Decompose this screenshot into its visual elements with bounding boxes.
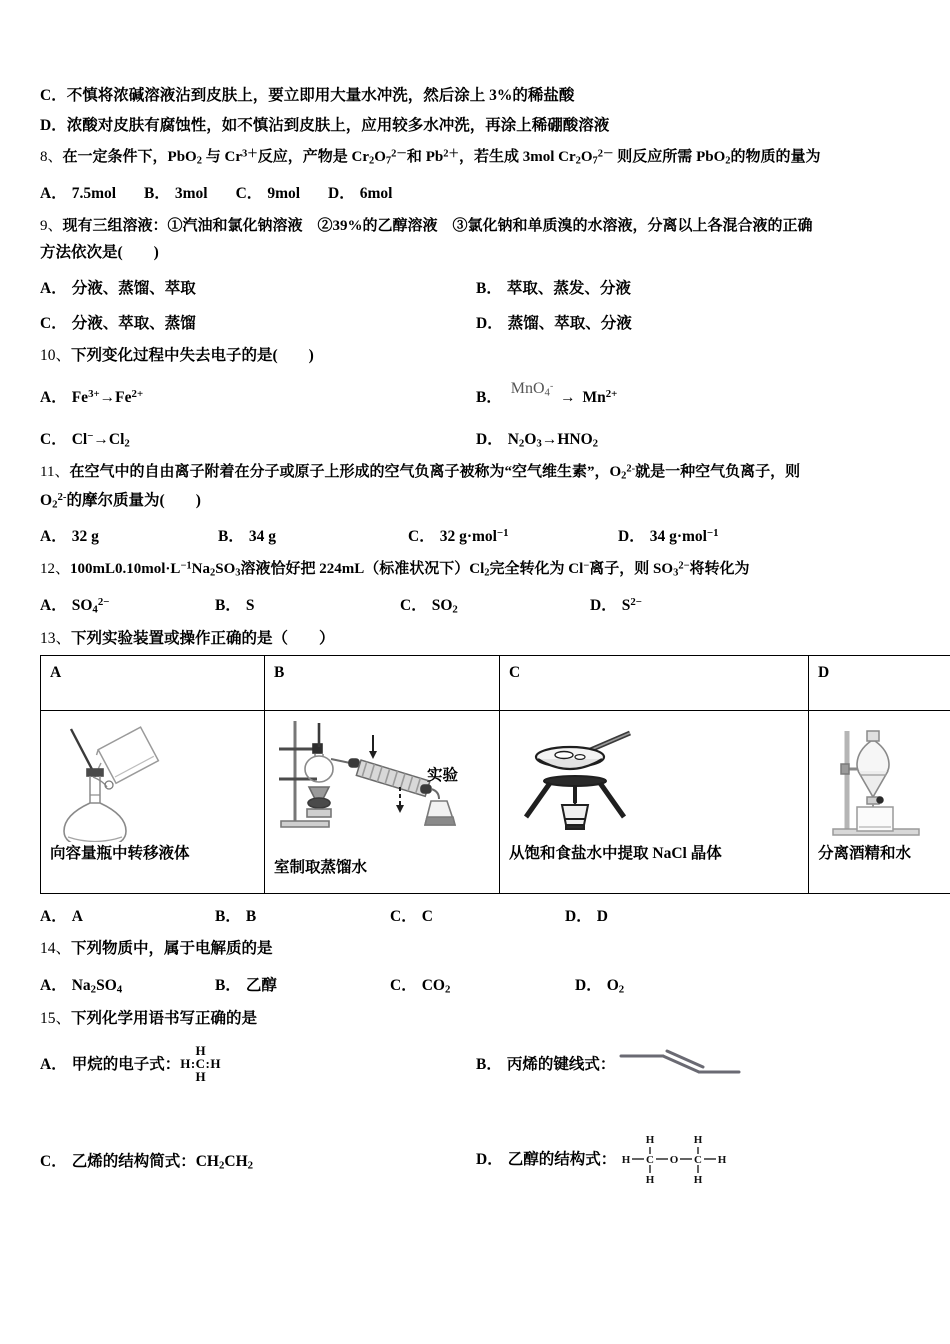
q14-value-d: $O_2$	[606, 977, 625, 996]
evaporating-dish-tripod-icon	[514, 721, 654, 846]
q11-options	[40, 524, 912, 546]
q11-stem-line2	[40, 490, 912, 512]
q8-dichromate-1: $Cr_2O_7^{2-}$	[351, 148, 407, 167]
q8-stem-p7: 的物质的量为	[730, 149, 821, 165]
q14-option-b[interactable]: B． 乙醇	[215, 977, 277, 995]
q10-option-b[interactable]: B． $MnO_4^- \to Mn^{2+}$	[476, 379, 618, 406]
q11-option-b[interactable]: B． 34 g	[218, 527, 276, 545]
q7-option-c-label: C．	[40, 87, 67, 104]
struct-h-bottom-left: H	[645, 1173, 655, 1185]
q8-option-c[interactable]: C． 9mol	[235, 185, 301, 203]
struct-c-right: C	[694, 1153, 703, 1166]
struct-h-left: H	[621, 1153, 631, 1166]
q8-pbo2: PbO$_2$	[167, 149, 202, 167]
struct-c-left: C	[646, 1153, 655, 1166]
q14-stem	[40, 939, 912, 960]
q10-option-a[interactable]: A． $Fe^{3+}\to Fe^{2+}$	[40, 387, 144, 406]
q15-stem-text: 下列化学用语书写正确的是	[71, 1009, 258, 1027]
struct-h-bottom-right: H	[693, 1173, 703, 1185]
q8-options	[40, 181, 912, 203]
q9-stem-line1	[40, 216, 912, 236]
q10-options-row2	[40, 427, 912, 449]
q8-stem	[40, 147, 912, 168]
q9-number: 9、	[40, 218, 63, 235]
q7-option-c	[40, 88, 912, 104]
q10-number: 10、	[40, 346, 72, 364]
q8-stem-p6: 则反应所需	[617, 149, 693, 165]
q11-value-c: 32 g·mol$^{-1}$	[439, 526, 509, 545]
q11-stem-tail1: 就是一种空气负离子，则	[635, 464, 801, 481]
q11-option-c[interactable]: C． 32 g·mol$^{-1}$	[408, 526, 509, 545]
q9-option-a[interactable]: A． 分液、蒸馏、萃取	[40, 279, 196, 297]
q7-option-d	[40, 118, 912, 134]
q15-option-c[interactable]: C． 乙烯的结构简式：$CH_2CH_2$	[40, 1152, 254, 1172]
lewis-middle: H:C:H	[180, 1055, 221, 1071]
q14-value-a: $Na_2SO_4$	[71, 977, 123, 996]
q12-stem	[40, 559, 912, 580]
q10-option-c[interactable]: C． $Cl^-\to Cl_2$	[40, 430, 130, 450]
permanganate-ion: MnO$_4$-	[510, 379, 554, 398]
q9-option-b[interactable]: B． 萃取、蒸发、分液	[476, 279, 631, 297]
q14-value-c: $CO_2$	[421, 977, 451, 996]
q15-option-b[interactable]: B． 丙烯的键线式：	[476, 1046, 912, 1085]
q8-pbo2-2: PbO$_2$	[696, 149, 731, 167]
struct-h-top-right: H	[693, 1133, 703, 1146]
struct-h-top-left: H	[645, 1133, 655, 1146]
lewis-top-h: H	[195, 1042, 206, 1058]
struct-h-right: H	[717, 1153, 727, 1166]
q11-number: 11、	[40, 464, 70, 481]
q12-option-a[interactable]: A． $SO_4^{2-}$	[40, 596, 110, 616]
q15-text-c: 乙烯的结构简式：$CH_2CH_2$	[71, 1152, 254, 1172]
experiment-table	[40, 655, 950, 894]
table-header-a: A	[41, 656, 265, 711]
q13-option-c[interactable]: C． C	[390, 908, 433, 926]
q8-number: 8、	[40, 149, 63, 165]
q12-number: 12、	[40, 560, 71, 577]
q8-stem-p5: ，若生成 3mol	[458, 149, 555, 165]
q14-number: 14、	[40, 940, 72, 958]
q8-option-a[interactable]: A． 7.5mol	[40, 185, 117, 203]
q9-stem-line2: 方法依次是( )	[40, 243, 159, 261]
q8-stem-p1: 在一定条件下，	[62, 149, 168, 165]
q12-stem-text: $100mL0.10mol\cdot L^{-1}Na_2SO_3$溶液恰好把 224mL（标准状况下）$Cl_2$完全转化为 Cl−离子，则 $SO_3^{2-}$将转化为	[70, 559, 750, 578]
q11-superoxide-ion-2: $O_2^{2-}$	[40, 490, 67, 511]
methane-lewis-structure-icon	[180, 1044, 221, 1083]
q11-stem-wrap	[40, 462, 912, 511]
q13-options	[40, 904, 912, 926]
q8-option-b[interactable]: B． 3mol	[144, 185, 208, 203]
q8-option-d[interactable]: D． 6mol	[328, 185, 393, 203]
q8-cr-ion: $Cr^{3+}$	[224, 148, 258, 165]
q7-option-d-text: 浓酸对皮肤有腐蚀性，如不慎沾到皮肤上，应用较多水冲洗，再涂上稀硼酸溶液	[66, 116, 610, 134]
q15-options-row2	[40, 1131, 912, 1190]
table-caption-a: 向容量瓶中转移液体	[50, 845, 190, 863]
q9-option-d[interactable]: D． 蒸馏、萃取、分液	[476, 314, 632, 332]
q9-options-row1	[40, 276, 912, 298]
q13-option-a[interactable]: A． A	[40, 908, 83, 926]
q14-option-c[interactable]: C． $CO_2$	[390, 977, 451, 996]
q10-stem-text: 下列变化过程中失去电子的是( )	[71, 346, 314, 364]
table-cell-c	[500, 711, 809, 894]
q15-stem	[40, 1009, 912, 1030]
table-header-d: D	[809, 656, 950, 711]
volumetric-flask-transfer-icon	[49, 717, 179, 847]
q10-formula-d: $N_2O_3\to HNO_2$	[507, 430, 599, 450]
q13-stem	[40, 629, 912, 650]
q14-option-d[interactable]: D． $O_2$	[575, 977, 625, 996]
q12-option-c[interactable]: C． $SO_2$	[400, 597, 458, 616]
q12-value-d: $S^{2-}$	[621, 596, 642, 615]
q8-stem-p4: 和	[406, 149, 422, 165]
q13-option-d[interactable]: D． D	[565, 908, 608, 926]
q12-option-d[interactable]: D． $S^{2-}$	[590, 596, 642, 615]
table-body-row	[41, 711, 950, 894]
q10-stem	[40, 346, 912, 367]
q7-option-c-text: 不慎将浓碱溶液沾到皮肤上，要立即用大量水冲洗，然后涂上 3%的稀盐酸	[66, 87, 575, 104]
table-header-c: C	[500, 656, 809, 711]
page-content	[40, 88, 912, 1203]
ether-structural-formula-icon	[616, 1131, 732, 1190]
lewis-bottom-h: H	[195, 1068, 206, 1084]
q13-stem-text: 下列实验装置或操作正确的是（ ）	[71, 629, 335, 647]
q10-formula-c: $Cl^-\to Cl_2$	[71, 430, 130, 450]
q9-options-row2	[40, 311, 912, 333]
reaction-arrow-b: →	[560, 388, 576, 406]
q11-stem-line1	[40, 462, 912, 483]
propene-skeletal-icon	[615, 1046, 745, 1085]
q14-stem-text: 下列物质中，属于电解质的是	[71, 940, 273, 958]
table-caption-d: 分离酒精和水	[818, 845, 912, 863]
table-side-label-b: 实验	[427, 767, 459, 785]
q11-superoxide-ion-1: $O_2^{2-}$	[609, 463, 636, 482]
q14-option-a[interactable]: A． $Na_2SO_4$	[40, 977, 123, 996]
q12-value-a: $SO_4^{2-}$	[71, 596, 110, 616]
q15-options-row1	[40, 1042, 912, 1085]
table-cell-b	[265, 711, 500, 894]
separatory-funnel-stand-icon	[827, 719, 937, 849]
q10-formula-b	[510, 379, 618, 407]
q13-option-b[interactable]: B． B	[215, 908, 257, 926]
struct-o-center: O	[669, 1153, 679, 1166]
q15-option-a[interactable]: A． 甲烷的电子式： H H:C:H H	[40, 1042, 221, 1084]
q12-value-c: $SO_2$	[431, 597, 458, 616]
q9-option-c[interactable]: C． 分液、萃取、蒸馏	[40, 314, 196, 332]
q10-option-d[interactable]: D． $N_2O_3\to HNO_2$	[476, 430, 599, 450]
q14-options	[40, 973, 912, 995]
q15-number: 15、	[40, 1009, 72, 1027]
table-header-b: B	[265, 656, 500, 711]
q11-value-d: 34 g·mol$^{-1}$	[649, 526, 719, 545]
q7-option-d-label: D．	[40, 116, 67, 134]
q11-stem-tail2: 的摩尔质量为( )	[66, 491, 201, 509]
q11-option-a[interactable]: A． 32 g	[40, 527, 99, 545]
q8-stem-p2: 与	[205, 149, 221, 165]
q11-stem-text1: 在空气中的自由离子附着在分子或原子上形成的空气负离子被称为“空气维生素”，	[69, 464, 610, 481]
q15-option-d[interactable]: D． 乙醇的结构式： H H H C O C H H H	[476, 1131, 912, 1190]
manganese-ion: $Mn^{2+}$	[582, 387, 618, 406]
table-caption-c: 从饱和食盐水中提取 NaCl 晶体	[509, 845, 722, 863]
q12-option-b[interactable]: B． S	[215, 597, 255, 615]
q9-stem-wrap	[40, 216, 912, 263]
q8-dichromate-2: $Cr_2O_7^{2-}$	[558, 148, 614, 167]
q8-lead-ion: $Pb^{2+}$	[425, 148, 459, 165]
q9-stem-text1: 现有三组溶液：①汽油和氯化钠溶液 ②39%的乙醇溶液 ③氯化钠和单质溴的水溶液，分离以上各混合液的正确	[62, 218, 813, 235]
q11-option-d[interactable]: D． 34 g·mol$^{-1}$	[618, 526, 719, 545]
table-header-row	[41, 656, 950, 711]
table-cell-d	[809, 711, 950, 894]
q10-options-row1	[40, 379, 912, 407]
table-caption-b: 室制取蒸馏水	[274, 859, 368, 877]
q12-options	[40, 593, 912, 615]
q13-number: 13、	[40, 629, 72, 647]
q10-formula-a: $Fe^{3+}\to Fe^{2+}$	[71, 387, 144, 406]
q8-stem-p3: 反应，产物是	[257, 149, 348, 165]
table-cell-a	[41, 711, 265, 894]
